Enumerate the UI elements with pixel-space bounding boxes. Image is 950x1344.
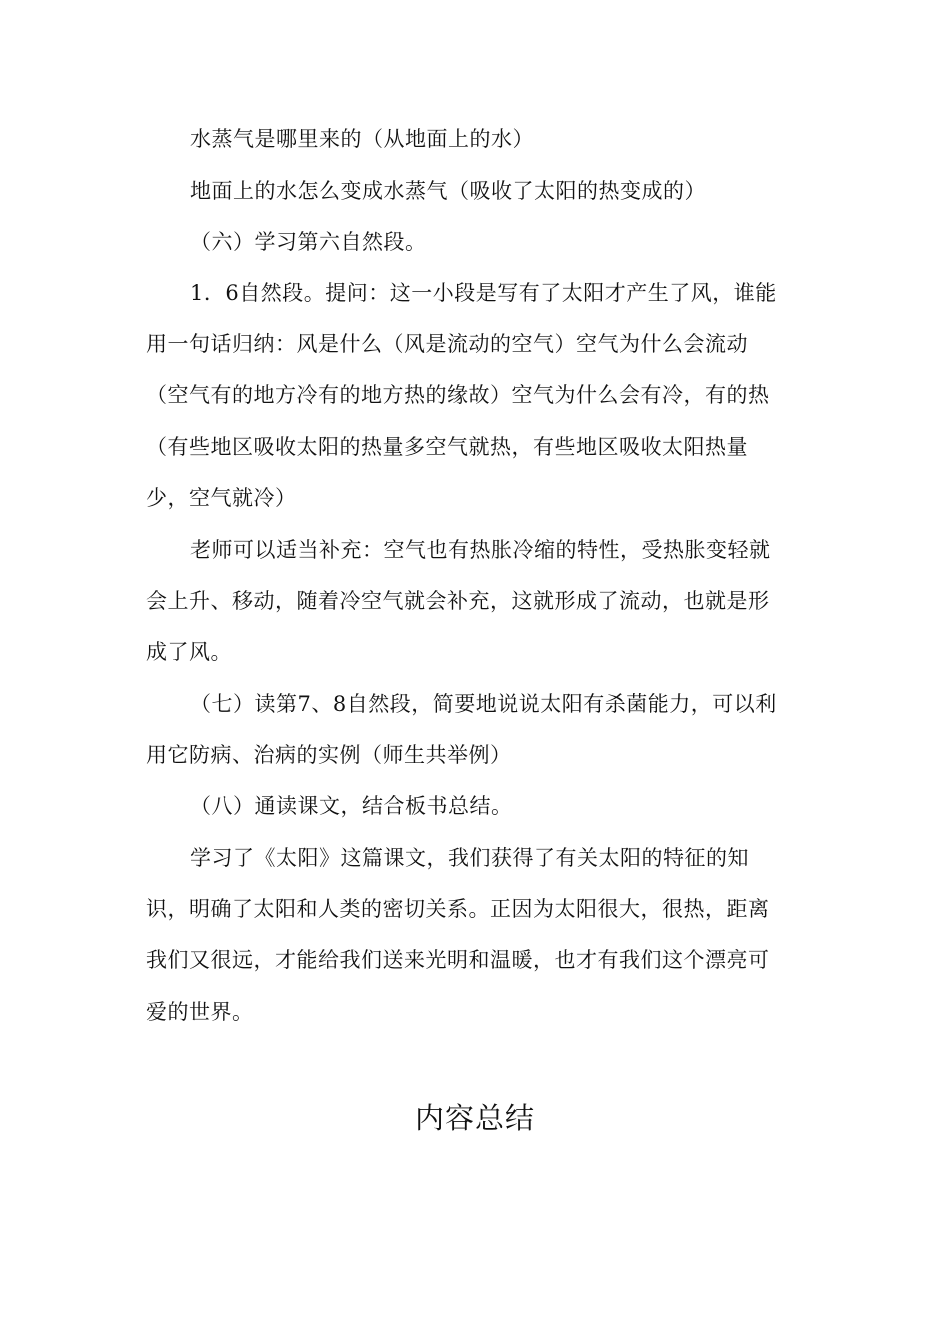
text-line: （空气有的地方冷有的地方热的缘故）空气为什么会有冷，有的热: [146, 383, 770, 407]
text-line: 成了风。: [146, 640, 232, 664]
section-heading-six: （六）学习第六自然段。: [190, 230, 427, 254]
text-line: 爱的世界。: [146, 1000, 254, 1024]
text-line: 学习了《太阳》这篇课文，我们获得了有关太阳的特征的知: [190, 846, 749, 870]
summary-heading: 内容总结: [414, 1101, 535, 1135]
text-line: 老师可以适当补充：空气也有热胀冷缩的特性，受热胀变轻就: [190, 538, 771, 562]
section-heading-seven: （七）读第7、8自然段，简要地说说太阳有杀菌能力，可以利: [190, 692, 777, 716]
text-line: 少，空气就冷）: [146, 486, 297, 510]
text-line: （有些地区吸收太阳的热量多空气就热，有些地区吸收太阳热量: [146, 435, 748, 459]
text-line: 1．6自然段。提问：这一小段是写有了太阳才产生了风，谁能: [190, 281, 777, 305]
text-line: 水蒸气是哪里来的（从地面上的水）: [190, 127, 534, 151]
text-line: 地面上的水怎么变成水蒸气（吸收了太阳的热变成的）: [190, 179, 706, 203]
text-line: 会上升、移动，随着冷空气就会补充，这就形成了流动，也就是形: [146, 589, 770, 613]
text-line: 用一句话归纳：风是什么（风是流动的空气）空气为什么会流动: [146, 332, 748, 356]
text-line: 用它防病、治病的实例（师生共举例）: [146, 743, 512, 767]
section-heading-eight: （八）通读课文，结合板书总结。: [190, 794, 513, 818]
text-line: 识，明确了太阳和人类的密切关系。正因为太阳很大，很热，距离: [146, 897, 770, 921]
text-line: 我们又很远，才能给我们送来光明和温暖，也才有我们这个漂亮可: [146, 948, 770, 972]
